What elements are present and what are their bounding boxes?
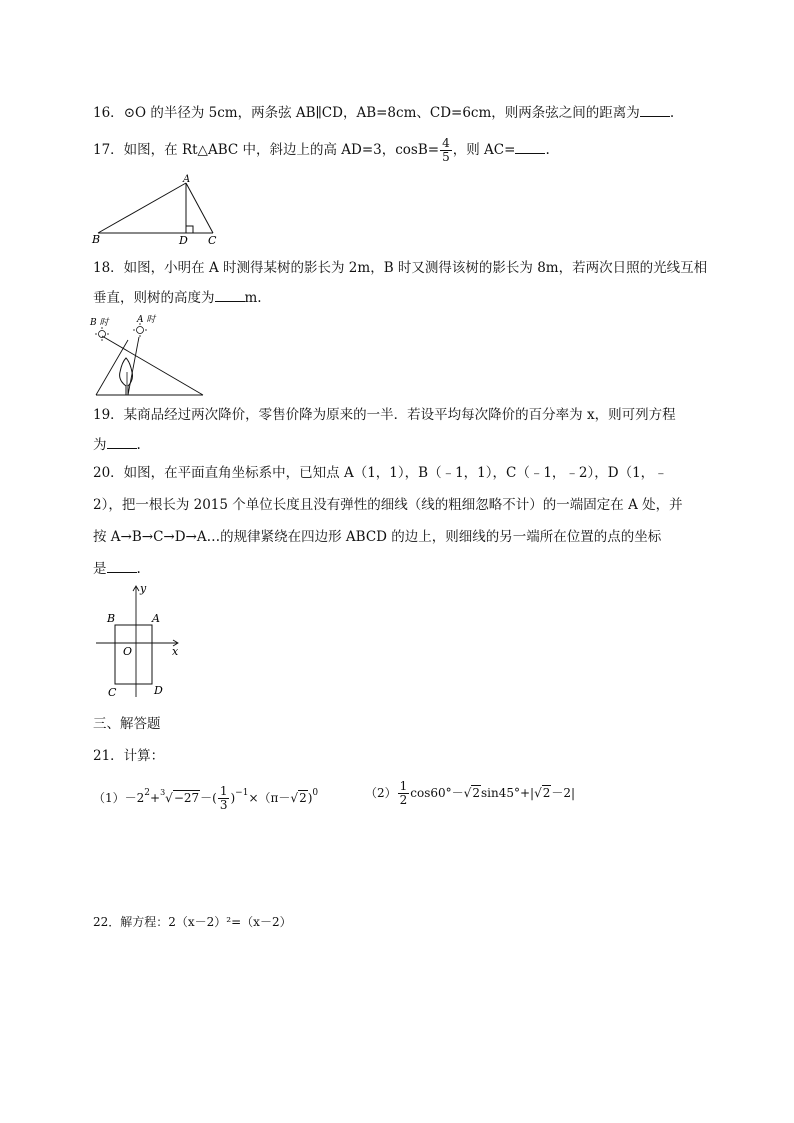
question-19-line-1: 19．某商品经过两次降价，零售价降为原来的一半．若设平均每次降价的百分率为 x，则可列方程 <box>93 407 676 423</box>
question-21-part-1: $(1)-2^2+^3√-27-$( $\frac{1}{3}$ )$^{-1}$×（π－√2)$^0$ <box>93 784 319 812</box>
question-20-line-1: 20．如图，在平面直角坐标系中，已知点 A（1，1），B（﹣1，1），C（﹣1，﹣2），D（1，﹣ <box>93 465 668 481</box>
question-20-line-4: 是 . <box>93 558 141 579</box>
question-19-line-2: 为 . <box>93 434 141 455</box>
label-a-time: A 时 <box>137 315 156 325</box>
answer-blank <box>640 102 670 117</box>
q17-triangle-figure <box>90 172 230 248</box>
answer-blank <box>215 287 245 302</box>
section-heading: 三、解答题 <box>93 716 161 732</box>
question-16: 16．⊙O 的半径为 5cm，两条弦 AB∥CD，AB=8cm、CD=6cm，则两条弦之间的距离为 . <box>93 102 674 123</box>
question-21-part-2: （2） $\frac{1}{2}$ cos60°－√2sin45°+|√2－2| <box>365 779 576 807</box>
fraction: $\frac{4}{5}$ <box>442 136 450 164</box>
axis-y-label: y <box>140 582 147 595</box>
label-a: A <box>183 174 191 185</box>
question-17: 17．如图，在 Rt△ABC 中，斜边上的高 AD=3，cosB= $\frac{4}{5}$ ，则 AC= . <box>93 136 550 164</box>
answer-blank <box>107 434 137 449</box>
sun-icon-a <box>133 323 147 337</box>
label-c: C <box>208 234 217 247</box>
label-b-time: B 时 <box>90 318 109 328</box>
point-d-label: D <box>154 684 163 697</box>
question-20-line-2: 2），把一根长为 2015 个单位长度且没有弹性的细线（线的粗细忽略不计）的一端固定在 A 处，并 <box>93 497 683 513</box>
point-c-label: C <box>108 686 117 699</box>
label-d: D <box>179 234 188 247</box>
fraction: $\frac{1}{2}$ <box>399 779 408 807</box>
question-20-line-3: 按 A→B→C→D→A…的规律紧绕在四边形 ABCD 的边上，则细线的另一端所在位置的点的坐标 <box>93 529 662 545</box>
question-21-title: 21．计算： <box>93 748 165 764</box>
fraction: $\frac{1}{3}$ <box>219 784 228 812</box>
point-b-label: B <box>107 612 116 625</box>
question-22: 22．解方程：2（x－2）²=（x－2） <box>93 915 292 929</box>
answer-blank <box>515 139 545 154</box>
question-18-line-2: 垂直，则树的高度为 m. <box>93 287 262 308</box>
point-a-label: A <box>152 612 160 625</box>
answer-blank <box>107 558 137 573</box>
question-18-line-1: 18．如图，小明在 A 时测得某树的影长为 2m，B 时又测得该树的影长为 8m，若两次日照的光线互相 <box>93 260 708 276</box>
tree-icon <box>120 358 133 395</box>
label-b: B <box>92 233 101 246</box>
q20-coordinate-figure <box>94 582 184 700</box>
q18-tree-figure <box>88 312 206 398</box>
axis-x-label: x <box>172 645 179 658</box>
circle-symbol: ⊙ <box>123 105 135 121</box>
origin-label: O <box>123 645 133 658</box>
